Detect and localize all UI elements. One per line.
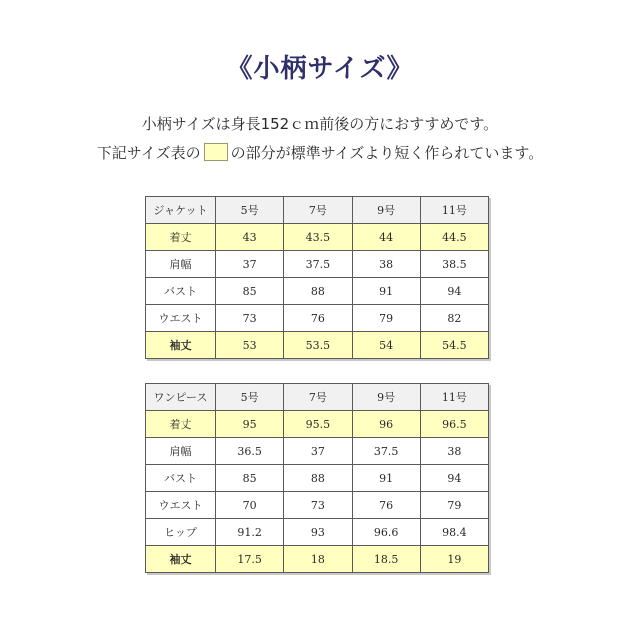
table-cell: 82 xyxy=(420,305,488,332)
table-cell: 53 xyxy=(216,332,284,359)
table-cell: 38.5 xyxy=(420,251,488,278)
table-header-cell: ジャケット xyxy=(146,197,216,224)
intro-line-1: 小柄サイズは身長152ｃｍ前後の方におすすめです。 xyxy=(141,115,499,133)
table-cell: 44.5 xyxy=(420,224,488,251)
table-cell: 94 xyxy=(420,465,488,492)
table-cell: 38 xyxy=(420,438,488,465)
table-header-cell: 9号 xyxy=(352,384,420,411)
table-cell: 88 xyxy=(284,278,352,305)
table-cell: 70 xyxy=(216,492,284,519)
intro-line-2-after: の部分が標準サイズより短く作られています。 xyxy=(230,144,544,162)
table-row xyxy=(146,332,489,359)
table-cell: 54 xyxy=(352,332,420,359)
table-cell: 54.5 xyxy=(420,332,488,359)
table-cell: 19 xyxy=(420,546,488,573)
table-cell: 73 xyxy=(284,492,352,519)
row-label: 肩幅 xyxy=(146,438,216,465)
table-row xyxy=(146,305,489,332)
row-label: 着丈 xyxy=(146,224,216,251)
table-cell: 38 xyxy=(352,251,420,278)
row-label: バスト xyxy=(146,278,216,305)
table-cell: 95 xyxy=(216,411,284,438)
table-cell: 95.5 xyxy=(284,411,352,438)
table-header-row xyxy=(146,384,489,411)
table-cell: 93 xyxy=(284,519,352,546)
row-label: ウエスト xyxy=(146,305,216,332)
table-cell: 85 xyxy=(216,278,284,305)
table-cell: 43 xyxy=(216,224,284,251)
row-label: 肩幅 xyxy=(146,251,216,278)
table-cell: 76 xyxy=(352,492,420,519)
table-cell: 79 xyxy=(420,492,488,519)
table-row xyxy=(146,519,489,546)
row-label: 着丈 xyxy=(146,411,216,438)
row-label: ウエスト xyxy=(146,492,216,519)
row-label: 袖丈 xyxy=(146,332,216,359)
table-cell: 88 xyxy=(284,465,352,492)
table-cell: 18 xyxy=(284,546,352,573)
page-title: 《小柄サイズ》 xyxy=(226,54,414,84)
table-header-cell: 11号 xyxy=(420,384,488,411)
table-cell: 85 xyxy=(216,465,284,492)
table-cell: 37 xyxy=(216,251,284,278)
table-cell: 18.5 xyxy=(352,546,420,573)
table-row xyxy=(146,411,489,438)
table-cell: 17.5 xyxy=(216,546,284,573)
table-cell: 76 xyxy=(284,305,352,332)
table-row xyxy=(146,438,489,465)
intro-line-2 xyxy=(0,142,640,163)
table-cell: 37.5 xyxy=(352,438,420,465)
table-cell: 53.5 xyxy=(284,332,352,359)
table-header-cell: 9号 xyxy=(352,197,420,224)
table-header-cell: 5号 xyxy=(216,197,284,224)
table-header-row xyxy=(146,197,489,224)
table-cell: 96 xyxy=(352,411,420,438)
table-cell: 73 xyxy=(216,305,284,332)
table-cell: 91.2 xyxy=(216,519,284,546)
table-cell: 36.5 xyxy=(216,438,284,465)
table-row xyxy=(146,492,489,519)
onepiece-size-table xyxy=(145,383,489,573)
table-row xyxy=(146,278,489,305)
row-label: バスト xyxy=(146,465,216,492)
table-cell: 91 xyxy=(352,278,420,305)
table-header-cell: ワンピース xyxy=(146,384,216,411)
row-label: 袖丈 xyxy=(146,546,216,573)
table-header-cell: 11号 xyxy=(420,197,488,224)
jacket-size-table xyxy=(145,196,489,359)
table-cell: 44 xyxy=(352,224,420,251)
highlight-swatch xyxy=(204,143,228,161)
table-row xyxy=(146,251,489,278)
table-header-cell: 7号 xyxy=(284,197,352,224)
table-cell: 37 xyxy=(284,438,352,465)
table-row xyxy=(146,224,489,251)
table-cell: 43.5 xyxy=(284,224,352,251)
table-row xyxy=(146,465,489,492)
table-cell: 37.5 xyxy=(284,251,352,278)
row-label: ヒップ xyxy=(146,519,216,546)
intro-line-2-before: 下記サイズ表の xyxy=(96,144,201,162)
table-row xyxy=(146,546,489,573)
table-cell: 96.6 xyxy=(352,519,420,546)
table-cell: 91 xyxy=(352,465,420,492)
table-header-cell: 5号 xyxy=(216,384,284,411)
table-cell: 79 xyxy=(352,305,420,332)
table-cell: 94 xyxy=(420,278,488,305)
table-header-cell: 7号 xyxy=(284,384,352,411)
table-cell: 98.4 xyxy=(420,519,488,546)
table-cell: 96.5 xyxy=(420,411,488,438)
